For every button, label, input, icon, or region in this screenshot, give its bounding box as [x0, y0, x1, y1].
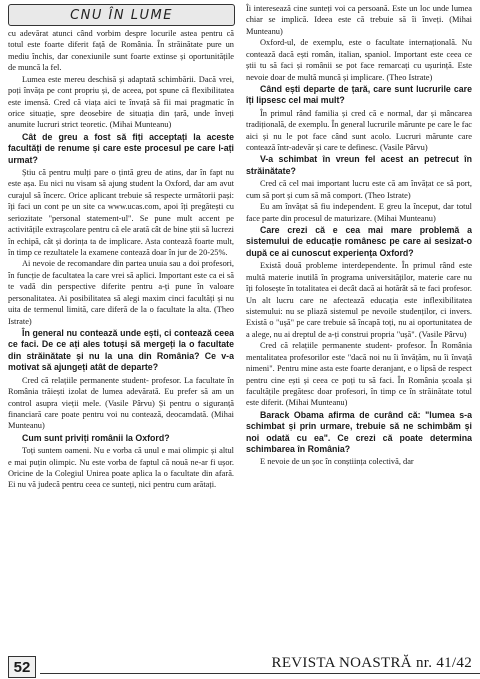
page-number: 52 [8, 656, 36, 678]
interview-question: Care crezi că e cea mai mare problemă a sistemului de educație românesc pe care ai sesizat-o după ce ai cunoscut experiența Oxford? [246, 225, 472, 258]
paragraph: Există două probleme interdependente. În primul rând este multă materie inutilă în programa universităților, materie care nu îți folosește în totalitatea ei decât dacă ai hotărât să te faci profesor. Un alt lucru care ne afectează educația este inflexibilitatea sistemului: nu se pliază sistemul pe nevoile studenților, ci invers. Există o "ușă" pe care trebuie să încapă toți, nu ai oportunitatea de a alege, nu ai dreptul de a-ți construi propria "ușă". (Vasile Pârvu) [246, 261, 472, 339]
interview-question: Cât de greu a fost să fiți acceptați la aceste facultăți de renume și care este procesul pe care l-ați urmat? [8, 131, 234, 165]
paragraph: cu adevărat atunci când vorbim despre locurile astea pentru că totul este foarte diferit față de România. În străinătate pure un mediu închis, dar conexiunile sunt foarte extinse și oportunitățile de muncă la fel. [8, 29, 234, 73]
interview-question: Când ești departe de țară, care sunt lucrurile care îți lipsesc cel mai mult? [246, 83, 472, 106]
right-column [246, 3, 472, 603]
left-column [8, 28, 234, 628]
paragraph: Toți suntem oameni. Nu e vorba că unul e mai olimpic și altul e mai puțin olimpic. Nu este vorba de faptul că nouă ne-ar fi ușor. Oricine de la Colegiul Unirea poate aplica la o facultate din afară. Ei nu vă judecă pentru ceea ce sunteți, nici pentru cum arătați. [8, 446, 234, 490]
paragraph: Lumea este mereu deschisă și adaptată schimbării. Dacă vrei, poți învăța pe cont propriu și, de aceea, pot spune că flexibilitatea este imensă. Cred că viața aici te învață să fii mai pragmatic în orice situație, spre deosebire de situația din țară, unde înveți anumite lucruri strict teoretic. (Mihai Munteanu) [8, 74, 234, 130]
section-banner [8, 4, 235, 26]
paragraph: Cred că cel mai important lucru este că am învățat ce să port, cum să port și cum să mă comport. (Theo Istrate) [246, 179, 472, 200]
paragraph: Știu că pentru mulți pare o țintă greu de atins, dar în fapt nu este așa. Eu nici nu visam să ajung student la Oxford, dar am avut curajul să încerc. Orice aplicant trebuie să respecte următorii pași: îți faci un cont pe un site ca www.ucas.com, apoi îți pregătești cu seriozitate "personal statement-ul". Se pune mult accent pe activitățile extrașcolare pentru că ele arată cât de bine știi să lucrezi în echipă, cât și dorința ta de implicare. Asta contează foarte mult, în timp ce rezultatele la examene contează doar în jur de 20-25%. [8, 168, 234, 258]
paragraph: În primul rând familia și cred că e normal, dar și mâncarea tradițională, de exemplu. În general lucrurile mărunte pe care le fac aici și nu le pot face când sunt acolo. Lucruri mărunte care contează într-adevăr și care te definesc. (Vasile Pârvu) [246, 108, 472, 153]
interview-question: V-a schimbat în vreun fel acest an petrecut în străinătate? [246, 154, 472, 176]
paragraph: Cred că relațiile permanente student- profesor. La facultate în România trăiești izolat de lumea adevărată. Eu prefer să am un control asupra vieții mele. (Vasile Pârvu) Și pentru o siguranță financiară care poate pentru voi nu contează, deocamdată. (Mihai Munteanu) [8, 375, 234, 431]
interview-question: În general nu contează unde ești, ci contează ceea ce faci. De ce ați ales totuși să mergeți la o facultate din străinătate și nu la una din România? Ce v-a motivat să ajungeți atât de departe? [8, 327, 234, 373]
paragraph: Cred că relațiile permanente student- profesor. În România mentalitatea profesorilor este "dacă noi nu îi învățăm, nu îi învață nimeni". Pentru mine asta este foarte deranjant, e o lipsă de respect pentru cine ești și ceea ce poți tu să faci. În România școala și facultățile pregătesc doar profesori, în timp ce în străinătate totul este diferit. (Mihai Munteanu) [246, 341, 472, 408]
paragraph: Ai nevoie de recomandare din partea unuia sau a doi profesori, în funcție de facultatea la care vrei să aplici. Important este ca ei să te vadă din perspective diferite pentru a-ți pune în valoare personalitatea. Ai posibilitatea să alegi maxim cinci facultăți și nu uita de termenul limită, care diferă de la o facultate la alta. (Theo Istrate) [8, 259, 234, 326]
footer-rule [40, 673, 480, 674]
section-title: CNU ÎN LUME [70, 7, 173, 23]
paragraph: Eu am învățat să fiu independent. E greu la început, dar totul face parte din procesul de maturizare. (Mihai Munteanu) [246, 202, 472, 223]
interview-question: Barack Obama afirma de curând că: "lumea s-a schimbat și prin urmare, trebuie să ne schimbăm și noi odată cu ea". Ce crezi că poate determina schimbarea în România? [246, 409, 472, 455]
paragraph: Oxford-ul, de exemplu, este o facultate internațională. Nu contează dacă ești român, italian, spaniol. Important este ceea ce știi tu să faci și românii se pot face remarcați cu ușurință. Este nevoie doar de multă muncă și implicare. (Theo Istrate) [246, 38, 472, 82]
magazine-name: REVISTA NOASTRĂ nr. 41/42 [271, 655, 472, 671]
interview-question: Cum sunt priviți românii la Oxford? [22, 432, 170, 443]
paragraph: Îi interesează cine sunteți voi ca persoană. Este un loc unde lumea chiar se implică. Ideea este că trebuie să îi înveți. (Mihai Munteanu) [246, 4, 472, 36]
paragraph: E nevoie de un șoc în conștiința colectivă, dar [260, 457, 414, 467]
